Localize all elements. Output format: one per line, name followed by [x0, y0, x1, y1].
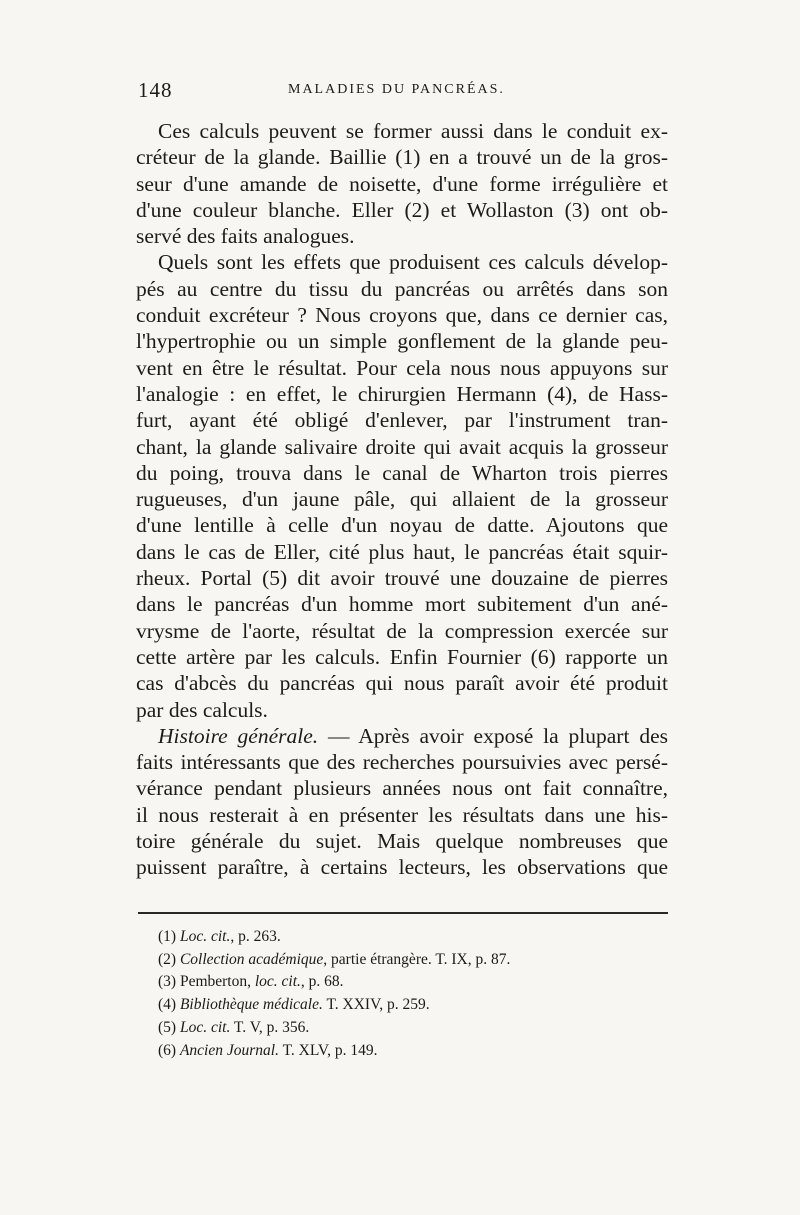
footnote — [158, 971, 658, 994]
text-line: vent en être le résultat. Pour cela nous nous appuyons sur — [136, 355, 668, 380]
text-line: dans le cas de Eller, cité plus haut, le pancréas était squir- — [136, 539, 668, 564]
footnote-title: Ancien Journal. — [179, 1041, 279, 1059]
footnote-text: T. V, p. 356. — [230, 1018, 310, 1036]
footnote-text: T. XLV, p. 149. — [278, 1041, 378, 1059]
text-fragment: — Après avoir exposé la plupart des — [318, 723, 668, 748]
text-line: conduit excréteur ? Nous croyons que, dans ce dernier cas, — [136, 303, 668, 328]
text-line: par des calculs. — [136, 697, 268, 722]
footnote-title: Loc. cit. — [179, 928, 231, 945]
footnote-text: , p. 263. — [230, 928, 281, 945]
text-line: rheux. Portal (5) dit avoir trouvé une douzaine de pierres — [136, 566, 668, 591]
body-text — [136, 118, 668, 881]
footnote-text: , p. 68. — [300, 973, 344, 991]
text-line: d'une couleur blanche. Eller (2) et Wollaston (3) ont ob- — [136, 197, 668, 222]
footnote-number: (3) — [158, 973, 177, 991]
text-line: vrysme de l'aorte, résultat de la compression exercée sur — [136, 618, 668, 643]
text-line: Quels sont les effets que produisent ces calculs dévelop- — [158, 250, 668, 275]
footnote-number: (1) — [158, 928, 177, 945]
footnote-title: Bibliothèque médicale. — [179, 996, 323, 1014]
text-line: rugueuses, d'un jaune pâle, qui allaient de la grosseur — [136, 487, 668, 512]
footnote — [158, 1040, 658, 1063]
text-line: dans le pancréas d'un homme mort subitement d'un ané- — [136, 592, 668, 617]
footnote — [158, 949, 658, 972]
text-line: l'analogie : en effet, le chirurgien Hermann (4), de Hass- — [136, 381, 668, 406]
footnote-text: , partie étrangère. T. IX, p. 87. — [323, 950, 511, 968]
footnote — [158, 926, 658, 949]
footnote-number: (4) — [158, 996, 177, 1014]
footnote-title: Collection académique — [179, 950, 324, 968]
running-head: MALADIES DU PANCRÉAS. — [288, 82, 505, 97]
text-line: seur d'une amande de noisette, d'une forme irrégulière et — [136, 171, 668, 196]
text-line: du poing, trouva dans le canal de Wharton trois pierres — [136, 460, 668, 485]
text-line: d'une lentille à celle d'un noyau de datte. Ajoutons que — [136, 513, 668, 538]
footnote-text: T. XXIV, p. 259. — [322, 996, 430, 1014]
footnotes — [158, 926, 658, 1062]
text-line: puissent paraître, à certains lecteurs, les observations que — [136, 855, 668, 880]
footnote — [158, 1017, 658, 1040]
text-line: furt, ayant été obligé d'enlever, par l'instrument tran- — [136, 408, 668, 433]
text-line: créteur de la glande. Baillie (1) en a trouvé un de la gros- — [136, 145, 668, 170]
footnote-title: loc. cit. — [254, 973, 301, 991]
text-line: faits intéressants que des recherches poursuivies avec persé- — [136, 750, 668, 775]
text-line: toire générale du sujet. Mais quelque nombreuses que — [136, 829, 668, 854]
footnote-number: (6) — [158, 1041, 177, 1059]
text-line: cas d'abcès du pancréas qui nous paraît avoir été produit — [136, 671, 668, 696]
section-heading-italic: Histoire générale. — [158, 723, 319, 748]
footnote-title: Loc. cit. — [179, 1018, 231, 1036]
text-line: servé des faits analogues. — [136, 224, 355, 249]
page-header — [138, 78, 668, 108]
text-line: chant, la glande salivaire droite qui avait acquis la grosseur — [136, 434, 668, 459]
text-line — [136, 723, 668, 749]
footnote-rule — [138, 912, 668, 914]
text-line: cette artère par les calculs. Enfin Fournier (6) rapporte un — [136, 644, 668, 669]
footnote-number: (2) — [158, 950, 177, 968]
text-line: vérance pendant plusieurs années nous ont fait connaître, — [136, 776, 668, 801]
footnote — [158, 994, 658, 1017]
footnote-number: (5) — [158, 1018, 177, 1036]
footnote-author: Pemberton, — [179, 973, 255, 991]
text-line: Ces calculs peuvent se former aussi dans le conduit ex- — [158, 119, 668, 143]
text-line: il nous resterait à en présenter les résultats dans une his- — [136, 802, 668, 827]
text-line: pés au centre du tissu du pancréas ou arrêtés dans son — [136, 276, 668, 301]
text-line: l'hypertrophie ou un simple gonflement de la glande peu- — [136, 329, 668, 354]
page-number: 148 — [138, 78, 173, 102]
